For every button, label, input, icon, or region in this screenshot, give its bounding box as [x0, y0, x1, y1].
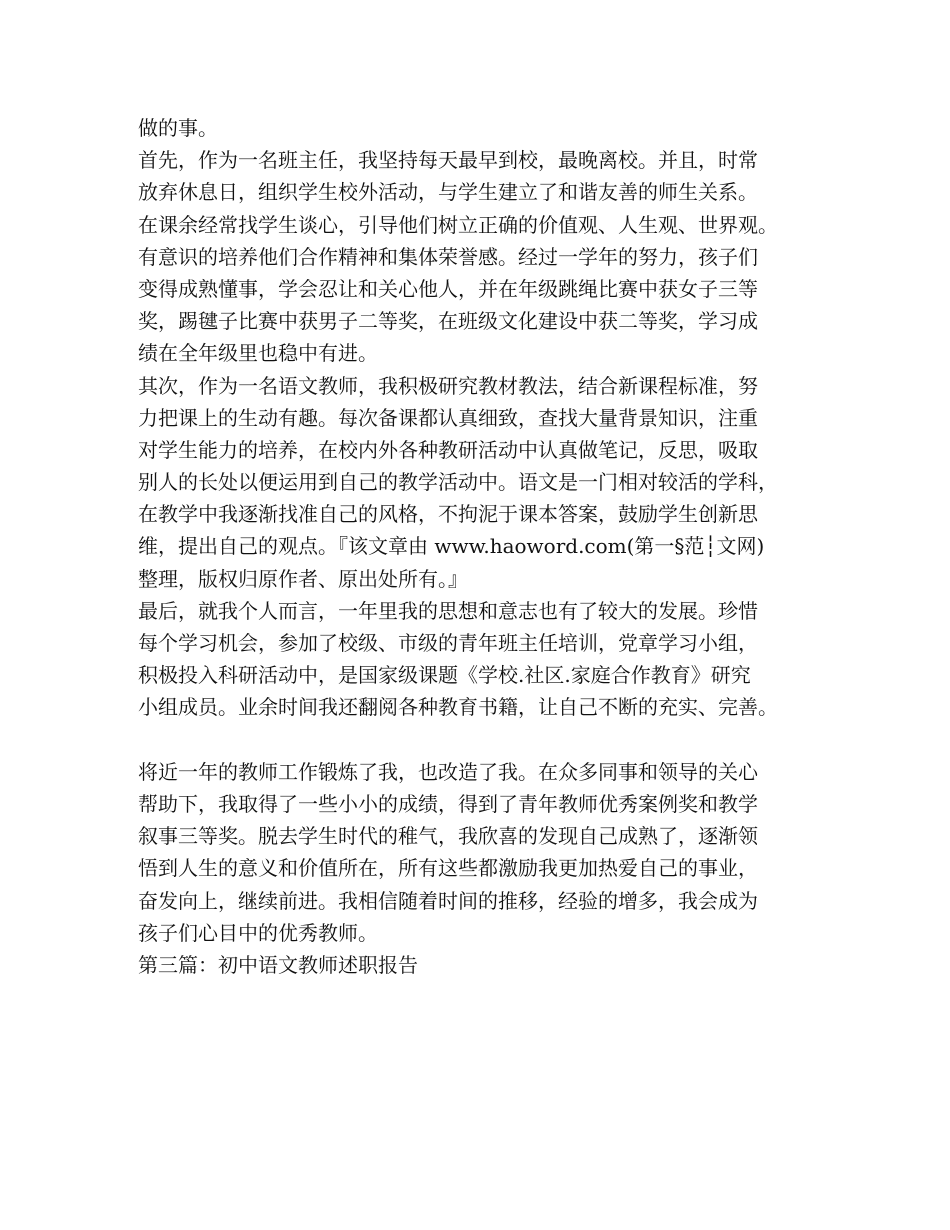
- text-line: 将近一年的教师工作锻炼了我，也改造了我。在众多同事和领导的关心: [138, 759, 758, 784]
- text-line: 帮助下，我取得了一些小小的成绩，得到了青年教师优秀案例奖和教学: [138, 791, 758, 816]
- text-line: 奖，踢毽子比赛中获男子二等奖，在班级文化建设中获二等奖，学习成: [138, 309, 758, 334]
- text-line: 变得成熟懂事，学会忍让和关心他人，并在年级跳绳比赛中获女子三等: [138, 276, 758, 301]
- text-line: 维，提出自己的观点。『该文章由 www.haoword.com(第一§范┆文网): [138, 534, 765, 559]
- text-line: 其次，作为一名语文教师，我积极研究教材教法，结合新课程标准，努: [138, 373, 758, 398]
- text-line: 孩子们心目中的优秀教师。: [138, 920, 378, 945]
- section-heading: 第三篇：初中语文教师述职报告: [138, 952, 418, 977]
- text-line: 做的事。: [138, 116, 218, 140]
- text-line: 绩在全年级里也稳中有进。: [138, 341, 378, 366]
- text-line: 整理，版权归原作者、原出处所有。』: [138, 566, 468, 591]
- text-line: 在课余经常找学生谈心，引导他们树立正确的价值观、人生观、世界观。: [138, 212, 778, 237]
- text-line: 积极投入科研活动中，是国家级课题《学校.社区.家庭合作教育》研究: [138, 663, 751, 688]
- text-line: 放弃休息日，组织学生校外活动，与学生建立了和谐友善的师生关系。: [138, 180, 758, 205]
- text-line: 力把课上的生动有趣。每次备课都认真细致，查找大量背景知识，注重: [138, 405, 758, 430]
- text-line: 叙事三等奖。脱去学生时代的稚气，我欣喜的发现自己成熟了，逐渐领: [138, 824, 758, 849]
- text-line: 奋发向上，继续前进。我相信随着时间的推移，经验的增多，我会成为: [138, 888, 758, 913]
- paragraph-gap: [138, 724, 838, 756]
- text-line: 在教学中我逐渐找准自己的风格，不拘泥于课本答案，鼓励学生创新思: [138, 502, 758, 527]
- text-line: 悟到人生的意义和价值所在，所有这些都激励我更加热爱自己的事业，: [138, 856, 758, 881]
- text-line: 每个学习机会，参加了校级、市级的青年班主任培训，党章学习小组，: [138, 631, 758, 655]
- text-line: 最后，就我个人而言，一年里我的思想和意志也有了较大的发展。珍惜: [138, 598, 758, 623]
- text-line: 别人的长处以便运用到自己的教学活动中。语文是一门相对较活的学科，: [138, 470, 778, 495]
- text-line: 有意识的培养他们合作精神和集体荣誉感。经过一学年的努力，孩子们: [138, 244, 758, 269]
- document-page: [138, 112, 838, 981]
- text-line: 小组成员。业余时间我还翻阅各种教育书籍，让自己不断的充实、完善。: [138, 695, 778, 720]
- text-line: 首先，作为一名班主任，我坚持每天最早到校，最晚离校。并且，时常: [138, 148, 758, 173]
- text-line: 对学生能力的培养，在校内外各种教研活动中认真做笔记，反思，吸取: [138, 437, 758, 462]
